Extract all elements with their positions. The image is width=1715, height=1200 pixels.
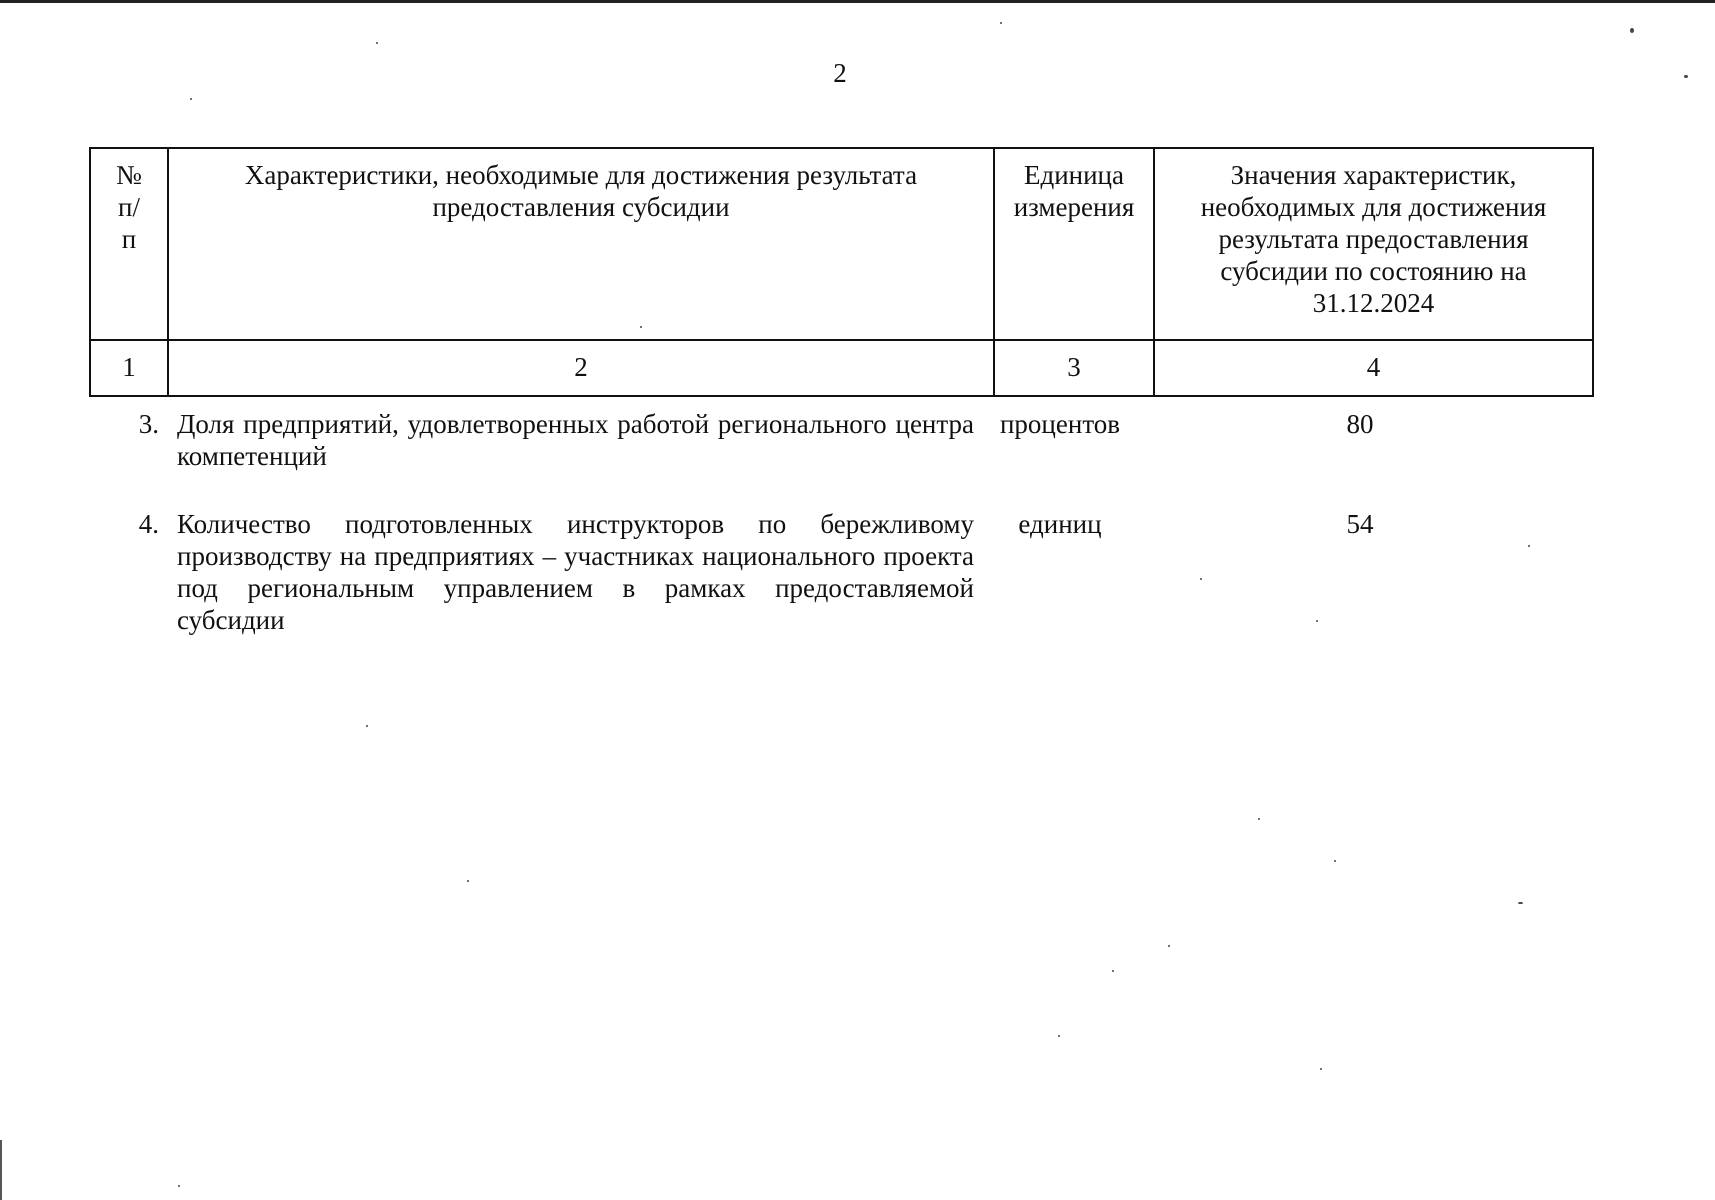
scan-speck xyxy=(1320,1068,1322,1070)
scan-speck xyxy=(467,880,469,882)
row-unit: единиц xyxy=(1018,509,1102,539)
table-column-numbers-row xyxy=(90,340,1593,396)
row-number: 4. xyxy=(138,509,159,539)
scan-speck xyxy=(1168,945,1170,947)
row-characteristic: Количество подготовленных инструкторов по бережливому производству на предприятиях – участниках национального проекта под региональным управлением в рамках предоставляемой субсидии xyxy=(177,509,974,635)
scan-speck xyxy=(1316,620,1318,622)
scan-speck xyxy=(1684,75,1688,78)
scan-speck xyxy=(376,42,378,44)
scan-speck xyxy=(1528,545,1530,547)
scan-speck xyxy=(1112,970,1114,972)
page-number: 2 xyxy=(833,58,847,88)
scan-speck xyxy=(1258,818,1260,820)
scan-speck xyxy=(1000,22,1002,24)
table-row xyxy=(89,408,1592,472)
scan-left-edge xyxy=(0,1140,2,1200)
header-unit: Единица измерения xyxy=(994,148,1154,340)
scan-speck xyxy=(1630,28,1634,33)
row-characteristic: Доля предприятий, удовлетворенных работой регионального центра компетенций xyxy=(177,409,974,471)
row-value: 80 xyxy=(1346,409,1374,439)
table-body xyxy=(89,408,1592,636)
scan-speck xyxy=(1518,902,1523,904)
scan-speck xyxy=(1334,860,1336,862)
table-header-row xyxy=(90,148,1593,340)
header-value: Значения характеристик, необходимых для достижения результата предоставления субсидии по состоянию на 31.12.2024 xyxy=(1154,148,1593,340)
column-number-3: 3 xyxy=(994,340,1154,396)
scan-speck xyxy=(366,725,368,727)
column-number-4: 4 xyxy=(1154,340,1593,396)
characteristics-table-header xyxy=(89,147,1594,397)
scan-speck xyxy=(1058,1035,1060,1037)
header-num: № п/п xyxy=(90,148,168,340)
column-number-1: 1 xyxy=(90,340,168,396)
table-row xyxy=(89,508,1592,636)
scan-speck xyxy=(640,326,642,328)
scan-top-edge xyxy=(0,0,1715,3)
scan-speck xyxy=(178,1185,180,1187)
column-number-2: 2 xyxy=(168,340,994,396)
row-value: 54 xyxy=(1346,509,1374,539)
scan-speck xyxy=(190,98,192,100)
row-number: 3. xyxy=(138,409,159,439)
header-characteristic: Характеристики, необходимые для достижения результата предоставления субсидии xyxy=(168,148,994,340)
scan-speck xyxy=(1200,578,1202,580)
row-unit: процентов xyxy=(999,409,1121,439)
